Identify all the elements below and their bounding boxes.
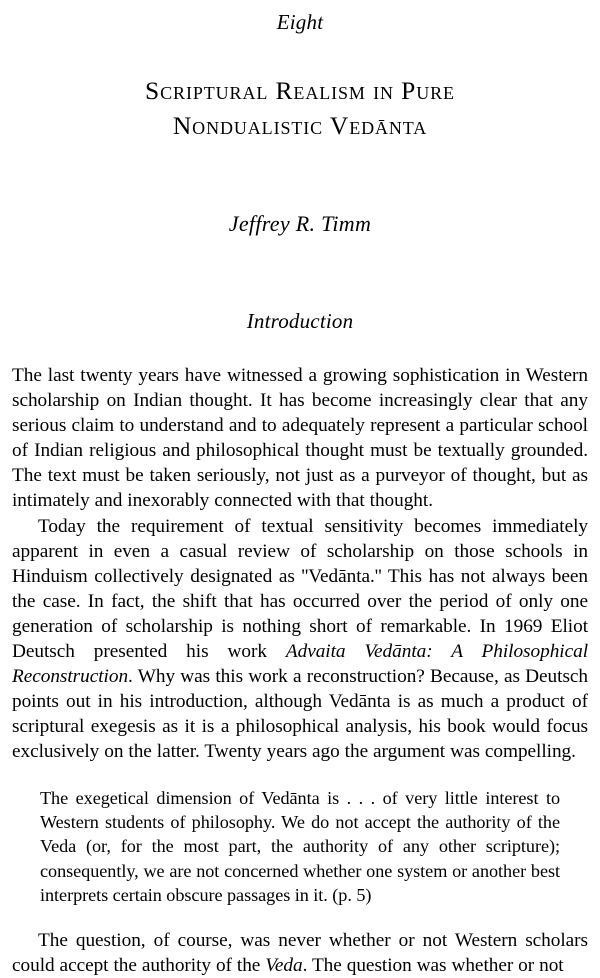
- paragraph-text-segment: . Why was this work a reconstruction? Because, as Deutsch points out in his introduction, although Vedānta is as much a product of scriptural exegesis as it is a philosophical analysis, his book would focus exclusively on the latter. Twenty years ago the argument was compelling.: [12, 666, 588, 763]
- paragraph: [12, 928, 588, 978]
- chapter-title: [12, 73, 588, 143]
- author-name: Jeffrey R. Timm: [228, 211, 372, 236]
- paragraph-text-segment: Today the requirement of textual sensitivity becomes immediately apparent in even a casual review of scholarship on those schools in Hinduism collectively designated as ''Vedānta.'' This has not always been the case. In fact, the shift that has occurred over the period of only one generation of scholarship is nothing short of remarkable. In 1969 Eliot Deutsch presented his work: [12, 515, 588, 663]
- book-title-italic: Advaita Vedānta: A Philosophical Reconstruction: [12, 641, 588, 688]
- chapter-number: Eight: [276, 10, 324, 34]
- section-heading-introduction: Introduction: [246, 309, 354, 333]
- scripture-title-italic: Veda: [265, 954, 303, 976]
- chapter-title-line-1: Scriptural Realism in Pure: [145, 76, 455, 105]
- paragraph: [12, 514, 588, 765]
- body-text: [12, 363, 588, 978]
- block-quotation: [40, 786, 560, 908]
- paragraph-text-segment: The question, of course, was never whether or not Western scholars could accept the authority of the: [12, 929, 588, 976]
- paragraph: The last twenty years have witnessed a growing sophistication in Western scholarship on Indian thought. It has become increasingly clear that any serious claim to understand and to adequately represent a particular school of Indian religious and philosophical thought must be textually grounded. The text must be taken seriously, not just as a purveyor of thought, but as intimately and inexorably connected with that thought.: [12, 365, 588, 512]
- chapter-title-line-2: Nondualistic Vedānta: [172, 111, 428, 140]
- block-quotation-text: The exegetical dimension of Vedānta is . . . of very little interest to Western students of philosophy. We do not accept the authority of the Veda (or, for the most part, the authority of any other scripture); consequently, we are not concerned whether one system or another best interprets certain obscure passages in it. (p. 5): [40, 787, 560, 906]
- paragraph-text-segment: . The question was whether or not: [302, 954, 564, 976]
